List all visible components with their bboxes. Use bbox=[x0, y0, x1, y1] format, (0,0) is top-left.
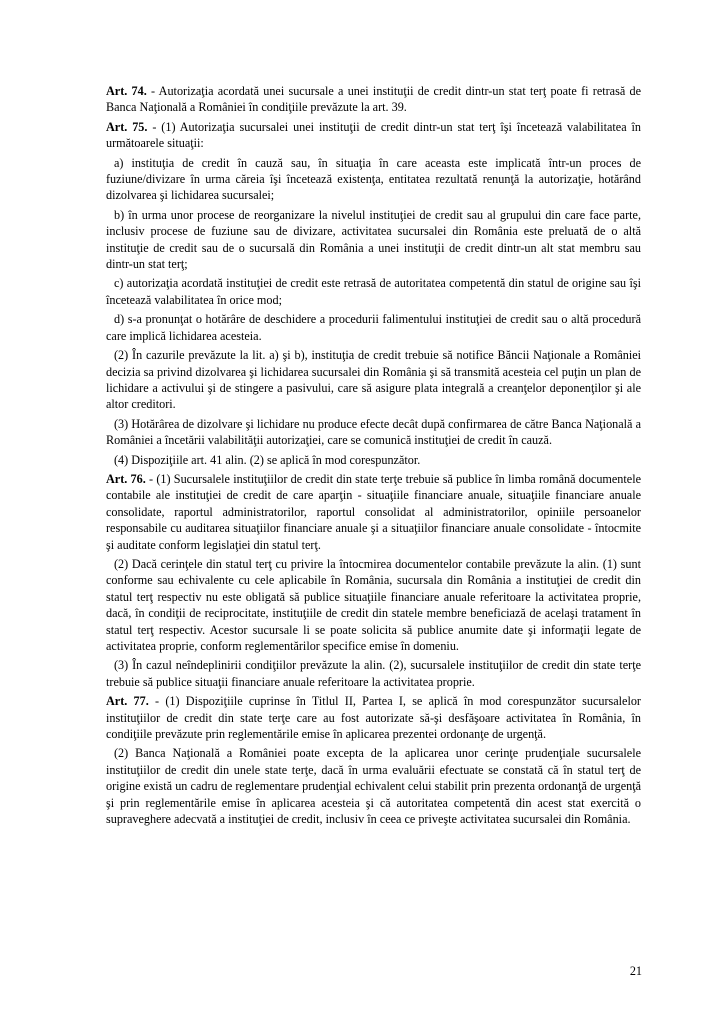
paragraph-art-76 bbox=[106, 471, 641, 553]
paragraph-art-75-2: (2) În cazurile prevăzute la lit. a) şi b), instituţia de credit trebuie să notifice Băncii Naţionale a României decizia sa privind dizolvarea şi lichidarea sucursalei din România şi să transmită acesteia cel puţin un plan de lichidare a activului şi de stingere a pasivului, care să asigure plata integrală a creanţelor deponenţilor şi ale altor creditori. bbox=[106, 348, 641, 412]
article-heading: Art. 74. bbox=[106, 84, 147, 98]
paragraph-art-75-4: (4) Dispoziţiile art. 41 alin. (2) se aplică în mod corespunzător. bbox=[114, 452, 421, 467]
paragraph-art-75-d: d) s-a pronunţat o hotărâre de deschidere a procedurii falimentului instituţiei de credit sau o altă procedură care implică lichidarea acesteia. bbox=[106, 312, 641, 343]
paragraph-art-77 bbox=[106, 693, 641, 742]
paragraph-art-75-c: c) autorizaţia acordată instituţiei de credit este retrasă de autoritatea competentă din statul de origine sau îşi încetează valabilitatea în orice mod; bbox=[106, 276, 641, 307]
document-body bbox=[106, 83, 641, 830]
article-heading: Art. 77. bbox=[106, 694, 149, 709]
paragraph-text: - Autorizaţia acordată unei sucursale a unei instituţii de credit dintr-un stat terţ poate fi retrasă de Banca Naţională a României în condiţiile prevăzute la art. 39. bbox=[106, 84, 641, 115]
paragraph-art-75-3: (3) Hotărârea de dizolvare şi lichidare nu produce efecte decât după confirmarea de către Banca Naţională a României a încetării valabilităţii autorizaţiei, care se comunică instituţiei de credit în cauză. bbox=[106, 416, 641, 448]
paragraph-text: - (1) Dispoziţiile cuprinse în Titlul II, Partea I, se aplică în mod corespunzător sucursalelor instituţiilor de credit din state terţe care au fost autorizate să-şi desfăşoare activitatea în România, în condiţiile prevăzute prin reglementările emise în aplicarea prezentei ordonanţe de urgenţă. bbox=[106, 694, 641, 742]
article-heading: Art. 76. bbox=[106, 471, 146, 486]
paragraph-art-77-2: (2) Banca Naţională a României poate excepta de la aplicarea unor cerinţe prudenţiale sucursalele instituţiilor de credit din unele state terţe, dacă în urma evaluării efectuate se constată că în statul terţ de origine există un cadru de reglementare prudenţial echivalent celui stabilit prin prezenta ordonanţă de urgenţă şi prin reglementările emise în aplicarea acesteia şi că autoritatea competentă din acest stat exercită o supraveghere adecvată a instituţiei de credit, inclusiv în ceea ce priveşte activitatea sucursalei din România. bbox=[106, 746, 641, 827]
paragraph-art-75 bbox=[106, 119, 641, 152]
article-heading: Art. 75. bbox=[106, 119, 148, 134]
paragraph-art-76-2: (2) Dacă cerinţele din statul terţ cu privire la întocmirea documentelor contabile prevăzute la alin. (1) sunt conforme sau echivalente cu cele aplicabile în România, sucursala din România a instituţiei de credit din statul terţ respectiv nu este obligată să publice situaţiile financiare anuale referitoare la activitatea proprie, dacă, în condiţii de reciprocitate, instituţiile de credit din statele membre beneficiază de acelaşi tratament în statul terţ respectiv. Acestor sucursale li se poate solicita să publice anumite date şi informaţii legate de activitatea proprie, conform reglementărilor specifice emise în domeniu. bbox=[106, 556, 641, 653]
paragraph-text: - (1) Autorizaţia sucursalei unei instituţii de credit dintr-un stat terţ îşi încetează valabilitatea în următoarele situaţii: bbox=[106, 119, 641, 151]
paragraph-art-76-3: (3) În cazul neîndeplinirii condiţiilor prevăzute la alin. (2), sucursalele instituţiilor de credit din state terţe trebuie să publice situaţii financiare anuale referitoare la activitatea proprie. bbox=[106, 658, 641, 689]
page-number: 21 bbox=[629, 964, 642, 978]
paragraph-art-75-b: b) în urma unor procese de reorganizare la nivelul instituţiei de credit sau al grupului din care face parte, inclusiv procese de fuziune sau de divizare, activitatea sucursalei din România este preluată de o altă instituţie de credit sau de o sucursală din România a unei instituţii de credit dintr-un alt stat membru sau dintr-un stat terţ; bbox=[106, 207, 641, 272]
paragraph-art-75-a: a) instituţia de credit în cauză sau, în situaţia în care aceasta este implicată într-un proces de fuziune/divizare în urma căreia îşi încetează existenţa, entitatea rezultată renunţă la autorizaţie, hotărând dizolvarea şi lichidarea sucursalei; bbox=[106, 155, 641, 203]
paragraph-art-74 bbox=[106, 83, 641, 116]
paragraph-text: - (1) Sucursalele instituţiilor de credit din state terţe trebuie să publice în limba română documentele contabile ale instituţiei de credit de care aparţin - situaţiile financiare anuale, situaţiile financiare anuale consolidate, raportul administratorilor, raportul consolidat al administratorilor, opiniile persoanelor responsabile cu auditarea situaţiilor financiare anuale şi a situaţiilor financiare anuale consolidate - întocmite şi auditate conform legislaţiei din statul terţ. bbox=[106, 471, 641, 552]
